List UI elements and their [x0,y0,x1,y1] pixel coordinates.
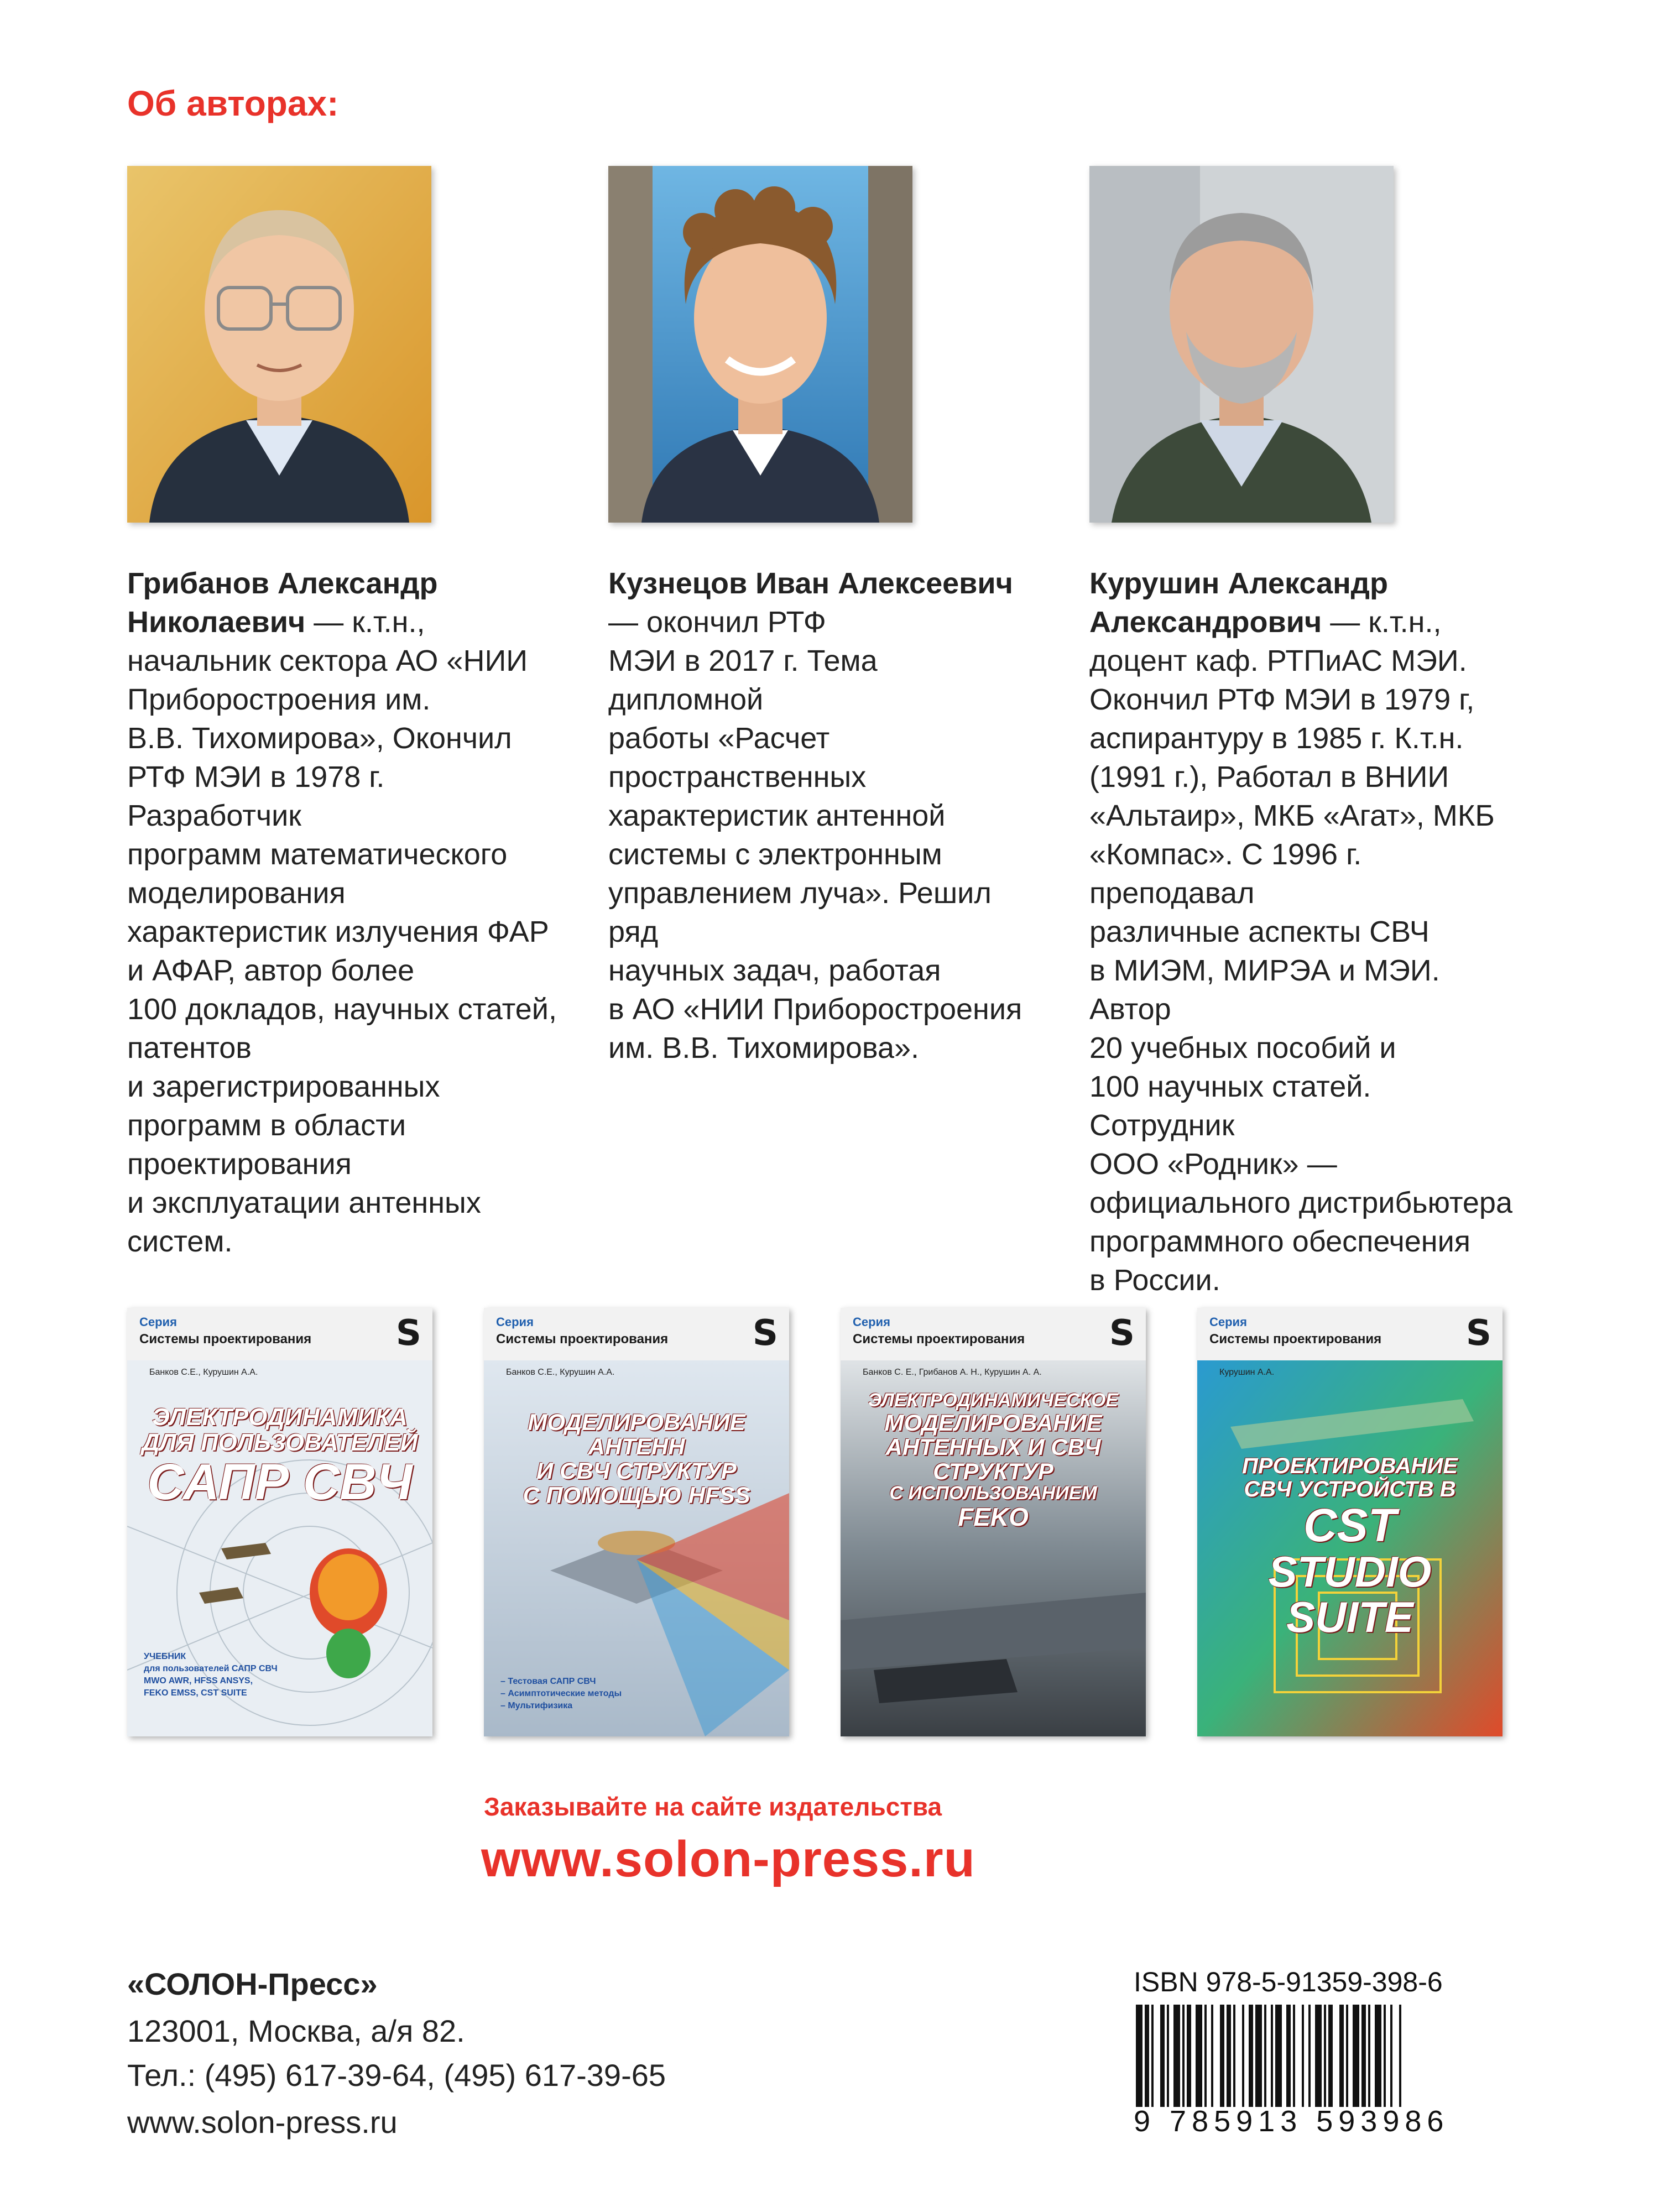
publisher-address: 123001, Москва, а/я 82. [127,2013,465,2048]
series-name: Системы проектирования [853,1332,1025,1347]
publisher-logo-icon: S [1109,1313,1135,1354]
book-title: МОДЕЛИРОВАНИЕ АНТЕНН И СВЧ СТРУКТУР С ПОМОЩЬЮ HFSS [523,1409,750,1509]
publisher-site-link[interactable]: www.solon-press.ru [127,2105,398,2140]
author-name: Кузнецов Иван Алексеевич [608,567,1013,600]
section-heading: Об авторах: [127,84,339,123]
author-name: Грибанов Александр Николаевич [127,567,438,639]
series-label: Серия [853,1315,890,1329]
publisher-phone: Тел.: (495) 617-39-64, (495) 617-39-65 [127,2058,666,2093]
publisher-name: «СОЛОН-Пресс» [127,1966,378,2001]
book-cover-electrodynamics[interactable] [127,1308,432,1736]
publisher-logo-icon: S [752,1313,778,1354]
isbn-number: ISBN 978-5-91359-398-6 [1134,1966,1443,1997]
author-bio-gribanov: Грибанов Александр Николаевич — к.т.н., начальник сектора АО «НИИ Приборостроения им. В.В. Тихомирова», Окончил РТФ МЭИ в 1978 г. Разработчик программ математического моделирования характеристик излучения ФАР и АФАР, автор более 100 докладов, научных статей, патентов и зарегистрированных программ в области проектирования и эксплуатации антенных систем. [127,567,557,1258]
order-prompt: Заказывайте на сайте издательства [484,1792,942,1821]
order-url-link[interactable]: www.solon-press.ru [481,1831,975,1887]
book-title: ЭЛЕКТРОДИНАМИКА ДЛЯ ПОЛЬЗОВАТЕЛЕЙ САПР СВЧ [142,1404,418,1511]
book-cover-cst[interactable] [1197,1308,1503,1736]
book-authors: Банков С. Е., Грибанов А. Н., Курушин А. А. [863,1368,1042,1377]
book-notes: – Тестовая САПР СВЧ – Асимптотические методы – Мультифизика [500,1677,622,1710]
book-cover-feko[interactable] [841,1308,1146,1736]
series-label: Серия [496,1315,534,1329]
publisher-logo-icon: S [1465,1313,1491,1354]
author-bio-kurushin: Курушин Александр Александрович — к.т.н., доцент каф. РТПиАС МЭИ. Окончил РТФ МЭИ в 1979 г, аспирантуру в 1985 г. К.т.н. (1991 г.), Работал в ВНИИ «Альтаир», МКБ «Агат», МКБ «Компас». С 1996 г. преподавал различные аспекты СВЧ в МИЭМ, МИРЭА и МЭИ. Автор 20 учебных пособий и 100 научных статей. Сотрудник ООО «Родник» — официального дистрибьютера программного обеспечения в России. [1089,567,1512,1297]
author-bio-kuznetsov: Кузнецов Иван Алексеевич — окончил РТФ МЭИ в 2017 г. Тема дипломной работы «Расчет пространственных характеристик антенной системы с электронным управлением луча». Решил ряд научных задач, работая в АО «НИИ Приборостроения им. В.В. Тихомирова». [608,567,1022,1065]
series-name: Системы проектирования [496,1332,669,1347]
barcode-digits: 9 785913 593986 [1134,2105,1449,2138]
publisher-logo-icon: S [395,1313,421,1354]
book-title: ЭЛЕКТРОДИНАМИЧЕСКОЕ МОДЕЛИРОВАНИЕ АНТЕННЫХ И СВЧ СТРУКТУР С ИСПОЛЬЗОВАНИЕМ FEKO [868,1390,1119,1531]
author-photo-gribanov [127,166,431,523]
book-authors: Банков С.Е., Курушин А.А. [506,1368,615,1377]
series-label: Серия [1209,1315,1247,1329]
series-name: Системы проектирования [1209,1332,1382,1347]
book-notes: УЧЕБНИК для пользователей САПР СВЧ MWO AWR, HFSS ANSYS, FEKO EMSS, CST SUITE [144,1652,278,1698]
series-name: Системы проектирования [139,1332,312,1347]
book-title: ПРОЕКТИРОВАНИЕ СВЧ УСТРОЙСТВ В CST STUDIO SUITE [1242,1454,1458,1642]
barcode-icon [1134,2005,1493,2107]
book-authors: Банков С.Е., Курушин А.А. [149,1368,258,1377]
author-photo-kuznetsov [608,166,912,523]
book-cover-hfss[interactable] [484,1308,789,1736]
series-label: Серия [139,1315,177,1329]
author-photo-kurushin [1089,166,1394,523]
author-name: Курушин Александр Александрович [1089,567,1388,639]
book-authors: Курушин А.А. [1219,1368,1275,1377]
